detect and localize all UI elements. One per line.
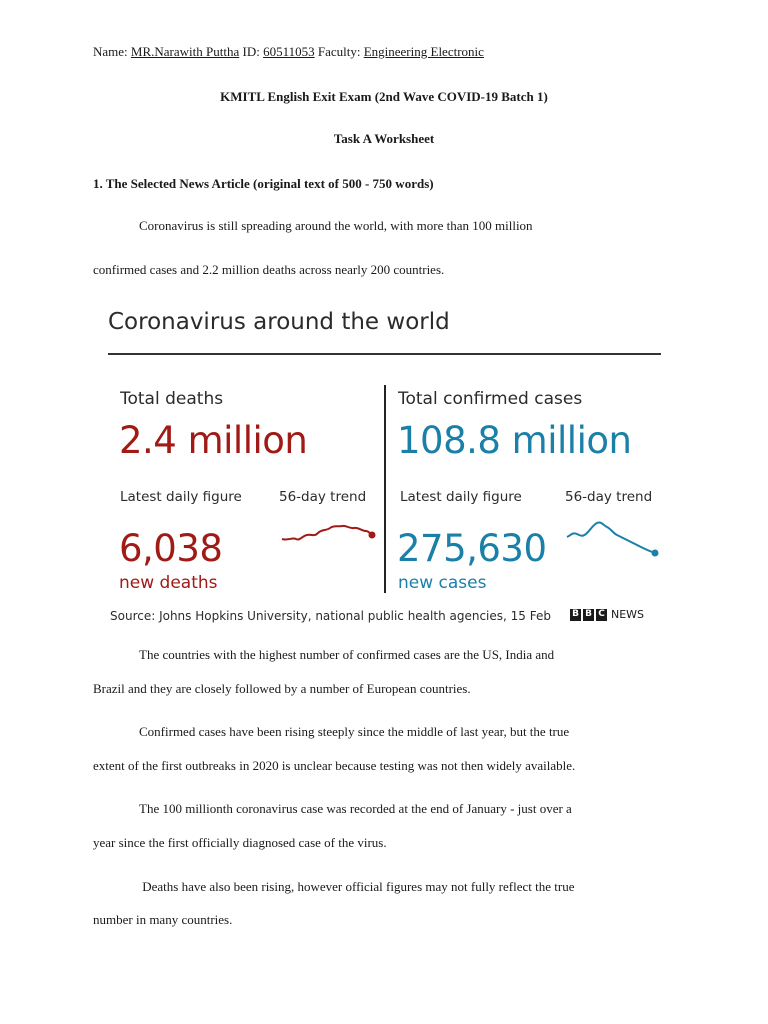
deaths-heading: Total deaths xyxy=(120,389,224,409)
cases-trend-sparkline xyxy=(565,517,665,561)
bbc-news-logo xyxy=(570,608,644,621)
deaths-latest-unit: new deaths xyxy=(119,573,218,593)
deaths-trend-line xyxy=(282,526,372,540)
cases-latest-label: Latest daily figure xyxy=(400,489,522,505)
deaths-trend-sparkline xyxy=(280,517,380,553)
intro-line-2: confirmed cases and 2.2 million deaths across nearly 200 countries. xyxy=(93,262,445,277)
cases-trend-label: 56-day trend xyxy=(565,489,653,505)
bbc-logo-news: NEWS xyxy=(611,608,645,621)
bbc-logo-letter: B xyxy=(583,609,594,621)
cases-latest-value: 275,630 xyxy=(397,527,547,570)
cases-latest-unit: new cases xyxy=(398,573,487,593)
name-label: Name: xyxy=(93,44,128,59)
id-label: ID: xyxy=(242,44,260,59)
document-subtitle: Task A Worksheet xyxy=(333,131,435,146)
name-value: MR.Narawith Puttha xyxy=(130,44,240,59)
paragraph-3-line-2: year since the first officially diagnosed case of the virus. xyxy=(93,835,387,850)
covid-infographic xyxy=(100,305,670,635)
deaths-trend-endpoint xyxy=(369,532,376,539)
intro-line-1: Coronavirus is still spreading around the world, with more than 100 million xyxy=(139,218,533,233)
cases-trend-line xyxy=(567,522,655,553)
student-info-line xyxy=(93,44,484,60)
bbc-logo-letter: C xyxy=(596,609,607,621)
faculty-value: Engineering Electronic xyxy=(363,44,484,59)
paragraph-2-line-2: extent of the first outbreaks in 2020 is unclear because testing was not then widely available. xyxy=(93,758,576,773)
cases-trend-endpoint xyxy=(652,550,659,557)
bbc-logo-letter: B xyxy=(570,609,581,621)
cases-heading: Total confirmed cases xyxy=(398,389,583,409)
id-value: 60511053 xyxy=(263,44,315,59)
paragraph-2-line-1: Confirmed cases have been rising steeply since the middle of last year, but the true xyxy=(139,724,570,739)
deaths-latest-label: Latest daily figure xyxy=(120,489,242,505)
title-rule xyxy=(108,353,661,355)
deaths-latest-value: 6,038 xyxy=(119,527,223,570)
deaths-total: 2.4 million xyxy=(119,419,308,462)
paragraph-4-line-2: number in many countries. xyxy=(93,912,233,927)
paragraph-1-line-1: The countries with the highest number of confirmed cases are the US, India and xyxy=(139,647,555,662)
deaths-trend-label: 56-day trend xyxy=(279,489,367,505)
infographic-source: Source: Johns Hopkins University, national public health agencies, 15 Feb xyxy=(110,609,551,623)
cases-total: 108.8 million xyxy=(397,419,632,462)
column-divider xyxy=(384,385,386,593)
document-title: KMITL English Exit Exam (2nd Wave COVID-19 Batch 1) xyxy=(220,89,548,104)
paragraph-3-line-1: The 100 millionth coronavirus case was recorded at the end of January - just over a xyxy=(139,801,572,816)
paragraph-4-line-1: Deaths have also been rising, however official figures may not fully reflect the true xyxy=(139,879,575,894)
faculty-label: Faculty: xyxy=(317,44,361,59)
section-heading: 1. The Selected News Article (original text of 500 - 750 words) xyxy=(93,176,434,191)
infographic-title: Coronavirus around the world xyxy=(108,309,450,335)
paragraph-1-line-2: Brazil and they are closely followed by a number of European countries. xyxy=(93,681,471,696)
